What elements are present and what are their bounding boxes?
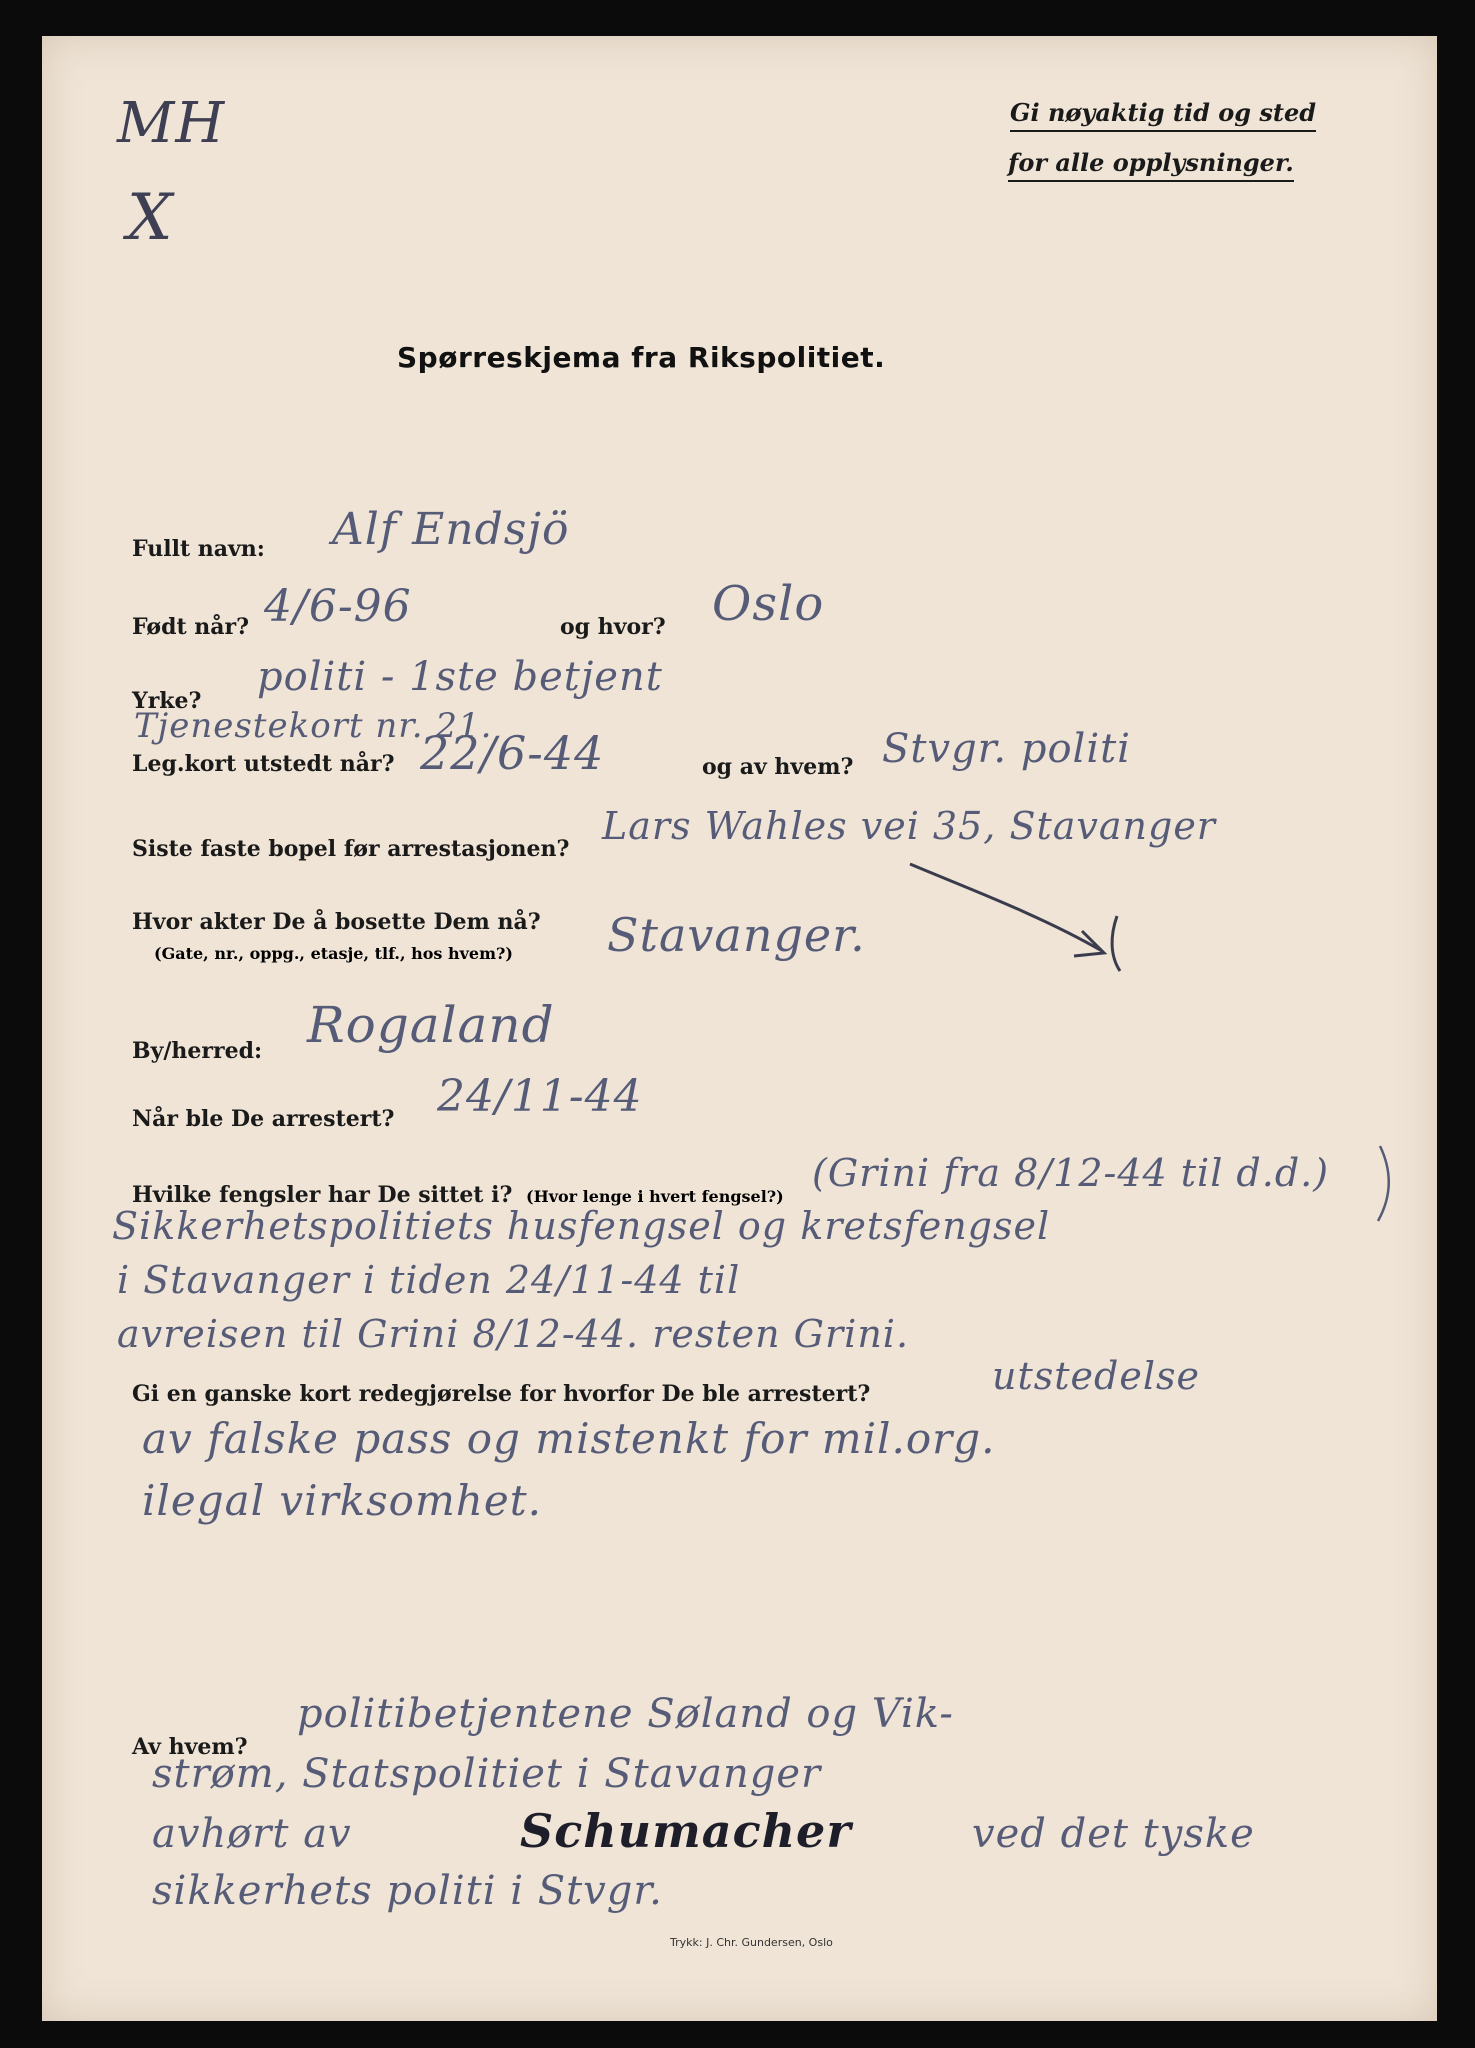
label-id-issued-by: og av hvem? xyxy=(702,754,854,780)
label-last-address: Siste faste bopel før arrestasjonen? xyxy=(132,836,570,862)
answer-prisons-line: (Grini fra 8/12-44 til d.d.) xyxy=(812,1151,1330,1195)
label-reason: Gi en ganske kort redegjørelse for hvorfor De ble arrestert? xyxy=(132,1381,871,1407)
answer-full-name: Alf Endsjö xyxy=(332,504,570,555)
sublabel-prisons: (Hvor lenge i hvert fengsel?) xyxy=(526,1187,784,1206)
margin-initials: MH xyxy=(117,91,226,156)
answer-born-where: Oslo xyxy=(712,576,825,632)
answer-settle-where: Stavanger. xyxy=(607,908,866,962)
answer-by-whom-line: strøm, Statspolitiet i Stavanger xyxy=(152,1751,822,1797)
instruction-line-1: Gi nøyaktig tid og sted xyxy=(1010,98,1316,132)
label-municipality: By/herred: xyxy=(132,1038,263,1064)
printer-imprint: Trykk: J. Chr. Gundersen, Oslo xyxy=(670,1936,833,1949)
label-id-issued-when: Leg.kort utstedt når? xyxy=(132,751,395,777)
answer-by-whom-line: avhørt av xyxy=(152,1811,352,1857)
answer-by-whom-line: ved det tyske xyxy=(972,1811,1255,1857)
label-prisons: Hvilke fengsler har De sittet i? xyxy=(132,1182,513,1208)
answer-reason-line: ilegal virksomhet. xyxy=(142,1476,542,1525)
answer-by-whom-line: politibetjentene Søland og Vik- xyxy=(297,1691,954,1737)
label-by-whom: Av hvem? xyxy=(132,1734,248,1760)
answer-last-address: Lars Wahles vei 35, Stavanger xyxy=(602,804,1216,848)
answer-prisons-line: i Stavanger i tiden 24/11-44 til xyxy=(117,1258,741,1302)
label-arrested-when: Når ble De arrestert? xyxy=(132,1106,395,1132)
answer-municipality: Rogaland xyxy=(307,996,555,1054)
answer-occupation: politi - 1ste betjent xyxy=(257,654,663,700)
form-sheet xyxy=(42,36,1437,2021)
pencil-arrow-icon xyxy=(42,36,1437,2021)
answer-by-whom-line: sikkerhets politi i Stvgr. xyxy=(152,1868,663,1914)
label-full-name: Fullt navn: xyxy=(132,536,265,562)
answer-id-issued-when: 22/6-44 xyxy=(420,726,605,780)
label-born-when: Født når? xyxy=(132,614,250,640)
answer-prisons-line: avreisen til Grini 8/12-44. resten Grini. xyxy=(117,1312,910,1356)
answer-reason-line: utstedelse xyxy=(992,1354,1200,1398)
answer-born-when: 4/6-96 xyxy=(264,581,412,632)
answer-id-issued-by: Stvgr. politi xyxy=(882,726,1131,772)
answer-arrested-when: 24/11-44 xyxy=(437,1071,643,1122)
answer-by-whom-signature: Schumacher xyxy=(520,1804,852,1858)
answer-reason-line: av falske pass og mistenkt for mil.org. xyxy=(142,1414,996,1463)
form-title: Spørreskjema fra Rikspolitiet. xyxy=(397,341,886,374)
margin-cross: X xyxy=(127,181,174,255)
answer-prisons-line: Sikkerhetspolitiets husfengsel og kretsfengsel xyxy=(112,1204,1051,1248)
label-born-where: og hvor? xyxy=(560,614,666,640)
label-settle-where: Hvor akter De å bosette Dem nå? xyxy=(132,909,541,935)
instruction-line-2: for alle opplysninger. xyxy=(1008,148,1294,182)
sublabel-settle-where: (Gate, nr., oppg., etasje, tlf., hos hvem?) xyxy=(154,944,513,963)
label-occupation: Yrke? xyxy=(132,688,202,714)
answer-occupation-extra: Tjenestekort nr. 21. xyxy=(134,706,493,746)
